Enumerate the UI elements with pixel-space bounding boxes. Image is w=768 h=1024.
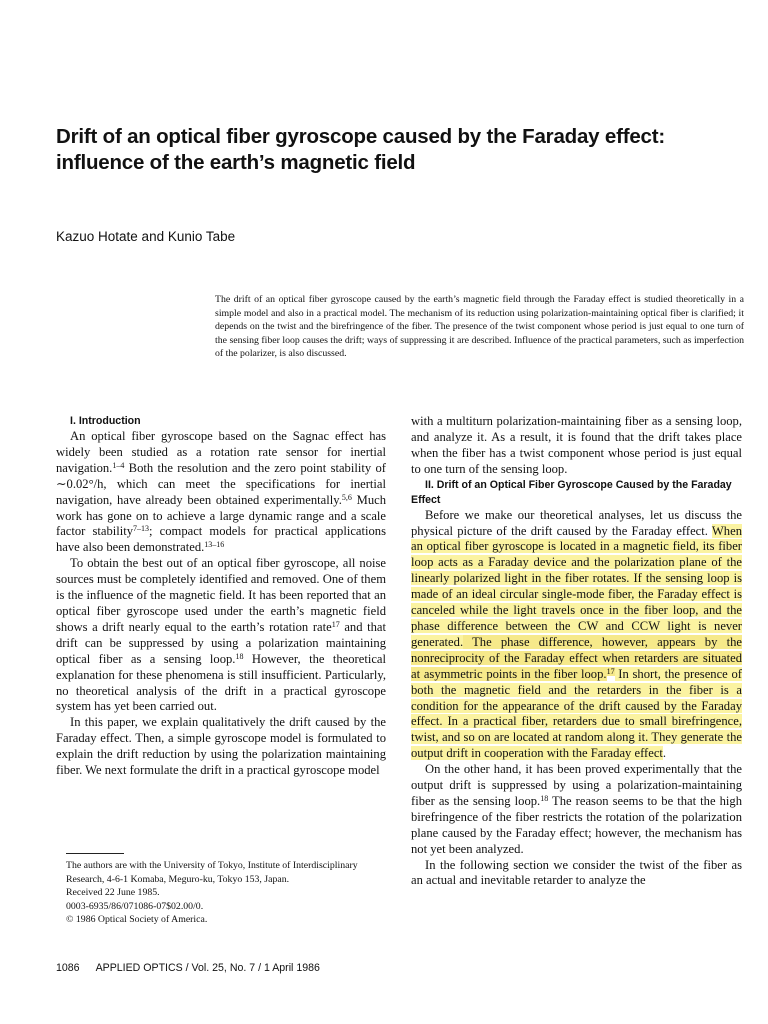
journal-citation: APPLIED OPTICS / Vol. 25, No. 7 / 1 April 1986 [95, 962, 320, 974]
paragraph: On the other hand, it has been proved experimentally that the output drift is suppressed by using a polarization-maintaining fiber as the sensing loop.$^{18}$ The reason seems to be that the high birefringence of the fiber restricts the rotation of the polarization plane caused by the Faraday effect; however, the mechanism has not yet been analyzed. [411, 762, 743, 856]
reference: 17 [606, 666, 615, 676]
reference: 5,6 [341, 492, 352, 502]
reference: 13–16 [204, 540, 225, 550]
footnote-copyright: © 1986 Optical Society of America. [66, 914, 208, 925]
reference: 17 [331, 619, 340, 629]
reference: 7–13 [133, 524, 150, 534]
reference: 1–4 [112, 460, 125, 470]
paragraph: To obtain the best out of an optical fiber gyroscope, all noise sources must be completely identified and removed. One of them is the influence of the magnetic field. It has been reported that an optical fiber gyroscope used under the earth’s magnetic field shows a drift nearly equal to the earth’s rotation rate$^{17}$ and that drift can be suppressed by using a polarization maintaining optical fiber as a sensing loop.$^{18}$ However, the theoretical explanation for these phenomena is still insufficient. Particularly, no theoretical analysis of the drift in a practical gyroscope system has yet been carried out. [56, 556, 387, 714]
footnote-rule [66, 853, 124, 854]
paragraph: In this paper, we explain qualitatively the drift caused by the Faraday effect. Then, a simple gyroscope model is formulated to explain the drift reduction by using the polarization maintaining fiber. We next formulate the drift in a practical gyroscope model [56, 715, 386, 778]
highlighted-text: The phase difference, however, appears by the nonreciprocity of the Faraday effect when retarders are situated at asymmetric points in the fiber loop. [411, 634, 742, 681]
footnote-code: 0003-6935/86/071086-07$02.00/0. [66, 900, 204, 912]
right-column [411, 414, 742, 889]
reference: 18 [540, 793, 549, 803]
reference: 18 [235, 651, 244, 661]
highlighted-text: In short, the presence of both the magnetic field and the retarders in the fiber is a condition for the appearance of the drift caused by the Faraday effect. In a practical fiber, retarders due to small birefringence, twist, and so on are located at random along it. They generate the output drift in cooperation with the Faraday effect [411, 666, 743, 761]
paragraph: An optical fiber gyroscope based on the Sagnac effect has widely been studied as a rotation rate sensor for inertial navigation.$^{1-4}$ Both the resolution and the zero point stability of ∼0.02°/h, which can meet the specifications for inertial navigation, have already been obtained experimentally.$^{5,6}$ Much work has gone on to achieve a large dynamic range and a scale factor stability$^{7-13}$; compact models for practical applications have also been demonstrated.$^{13-16}$ [56, 429, 387, 555]
highlighted-text: When an optical fiber gyroscope is located in a magnetic field, its fiber loop acts as a Faraday device and the polarization plane of the linearly polarized light in the fiber rotates. If the sensing loop is made of an ideal circular single-mode fiber, the Faraday effect is canceled while the light travels once in the fiber loop, and the phase difference between the CW and CCW light is never generated. [411, 523, 742, 649]
paragraph-continued: with a multiturn polarization-maintaining fiber as a sensing loop, and analyze it. As a result, it is found that the drift takes place when the fiber has a twist component whose period is just equal to one turn of the sensing loop. [411, 414, 742, 476]
left-column [56, 414, 386, 779]
paragraph: In the following section we consider the twist of the fiber as an actual and inevitable retarder to analyze the [411, 857, 742, 888]
page-footer [56, 962, 336, 974]
authors: Kazuo Hotate and Kunio Tabe [56, 229, 236, 244]
footnote-affiliation: The authors are with the University of Tokyo, Institute of Interdisciplinary Research, 4-6-1 Komaba, Meguro-ku, Tokyo 153, Japan. [66, 860, 358, 885]
paragraph: Before we make our theoretical analyses, let us discuss the physical picture of the drift caused by the Faraday effect. When an optical fiber gyroscope is located in a magnetic field, its fiber loop acts as a Faraday device and the polarization plane of the linearly polarized light in the fiber rotates. If the sensing loop is made of an ideal circular single-mode fiber, the Faraday effect is canceled while the light travels once in the fiber loop, and the phase difference between the CW and CCW light is never generated. The phase difference, however, appears by the nonreciprocity of the Faraday effect when retarders are situated at asymmetric points in the fiber loop.$^{17}$ In short, the presence of both the magnetic field and the retarders in the fiber is a condition for the appearance of the drift caused by the Faraday effect. In a practical fiber, retarders due to small birefringence, twist, and so on are located at random along it. They generate the output drift in cooperation with the Faraday effect. [411, 507, 743, 761]
section-heading-drift: II. Drift of an Optical Fiber Gyroscope Caused by the Faraday Effect [411, 478, 732, 506]
abstract: The drift of an optical fiber gyroscope caused by the earth’s magnetic field through the Faraday effect is studied theoretically in a simple model and also in a practical model. The mechanism of its reduction using polarization-maintaining optical fiber is clarified; it depends on the twist and the birefringence of the fiber. The presence of the twist component whose period is just equal to one turn of the sensing fiber loop causes the drift; ways of suppressing it are described. Influence of the practical parameters, such as imperfection of the polarizer, is also discussed. [215, 294, 744, 359]
paper-title: Drift of an optical fiber gyroscope caused by the Faraday effect: influence of the earth’s magnetic field [56, 125, 665, 174]
footnote-received: Received 22 June 1985. [66, 887, 160, 898]
page-number: 1086 [56, 962, 80, 974]
footnote [66, 859, 386, 927]
section-heading-introduction: I. Introduction [70, 415, 141, 427]
